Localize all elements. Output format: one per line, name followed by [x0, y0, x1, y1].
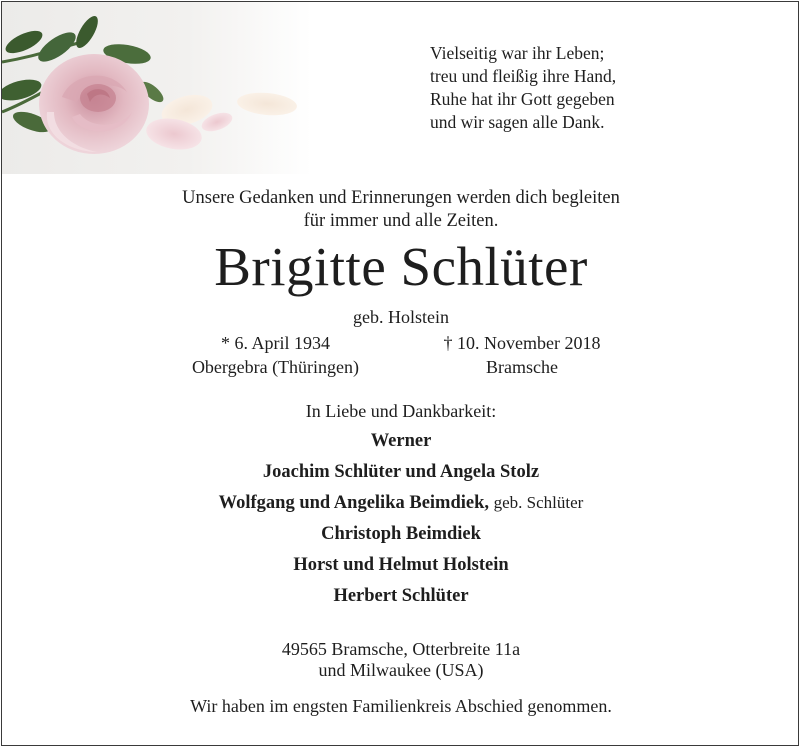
deceased-name: Brigitte Schlüter [214, 236, 588, 297]
address-line-2: und Milwaukee (USA) [318, 660, 484, 680]
death-date: † 10. November 2018 [443, 333, 601, 353]
mourner-birth-name: geb. Schlüter [493, 493, 584, 512]
mourner-name: Wolfgang und Angelika Beimdiek, [218, 493, 490, 513]
poem [430, 42, 616, 134]
birth-place: Obergebra (Thüringen) [191, 357, 360, 377]
intro-line-1: Unsere Gedanken und Erinnerungen werden dich begleiten [182, 188, 620, 208]
rose-image [2, 2, 312, 174]
mourner-name: Christoph Beimdiek [321, 524, 481, 544]
mourner-name: Joachim Schlüter und Angela Stolz [262, 462, 540, 482]
birth-name: geb. Holstein [353, 307, 449, 327]
mourner-name-beimdiek [2, 491, 799, 515]
poem-line: und wir sagen alle Dank. [430, 112, 605, 132]
intro-line-2: für immer und alle Zeiten. [303, 211, 499, 231]
mourner-name: Werner [370, 431, 432, 451]
poem-line: treu und fleißig ihre Hand, [430, 66, 617, 86]
closing-text: Wir haben im engsten Familienkreis Abschied genommen. [190, 696, 612, 716]
obituary-notice [1, 1, 799, 746]
address-line-1: 49565 Bramsche, Otterbreite 11a [281, 639, 521, 659]
death-info [424, 331, 620, 379]
mourner-name: Horst und Helmut Holstein [293, 555, 509, 575]
mourner-name: Herbert Schlüter [333, 586, 469, 606]
mourners-heading: In Liebe und Dankbarkeit: [305, 401, 497, 421]
birth-info [174, 331, 377, 379]
address [2, 639, 799, 681]
death-place: Bramsche [486, 357, 558, 377]
mourners-block [2, 399, 799, 608]
birth-date: * 6. April 1934 [220, 333, 330, 353]
poem-line: Vielseitig war ihr Leben; [430, 43, 605, 63]
rose-illustration [2, 2, 312, 174]
intro-text [2, 187, 799, 233]
poem-line: Ruhe hat ihr Gott gegeben [430, 89, 615, 109]
